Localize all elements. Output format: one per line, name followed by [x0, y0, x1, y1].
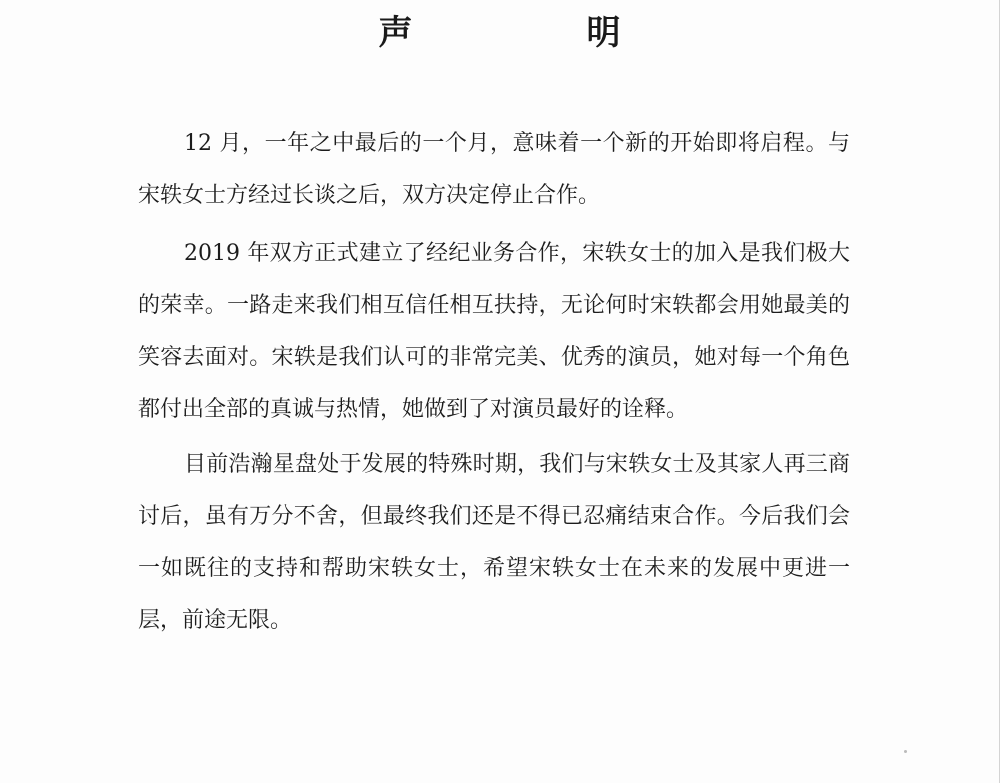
paragraph-2: 2019 年双方正式建立了经纪业务合作，宋轶女士的加入是我们极大的荣幸。一路走来我们相互信任相互扶持，无论何时宋轶都会用她最美的笑容去面对。宋轶是我们认可的非常完美、优秀的演员，她对每一个角色都付出全部的真诚与热情，她做到了对演员最好的诠释。	[138, 241, 850, 422]
scan-speck	[904, 750, 907, 753]
paragraph-1: 12 月，一年之中最后的一个月，意味着一个新的开始即将启程。与宋轶女士方经过长谈之后，双方决定停止合作。	[138, 131, 850, 208]
paragraph-3: 目前浩瀚星盘处于发展的特殊时期，我们与宋轶女士及其家人再三商讨后，虽有万分不舍，但最终我们还是不得已忍痛结束合作。今后我们会一如既往的支持和帮助宋轶女士，希望宋轶女士在未来的发展中更进一层，前途无限。	[138, 452, 850, 633]
statement-body	[138, 118, 850, 649]
statement-title: 声 明	[378, 13, 691, 53]
